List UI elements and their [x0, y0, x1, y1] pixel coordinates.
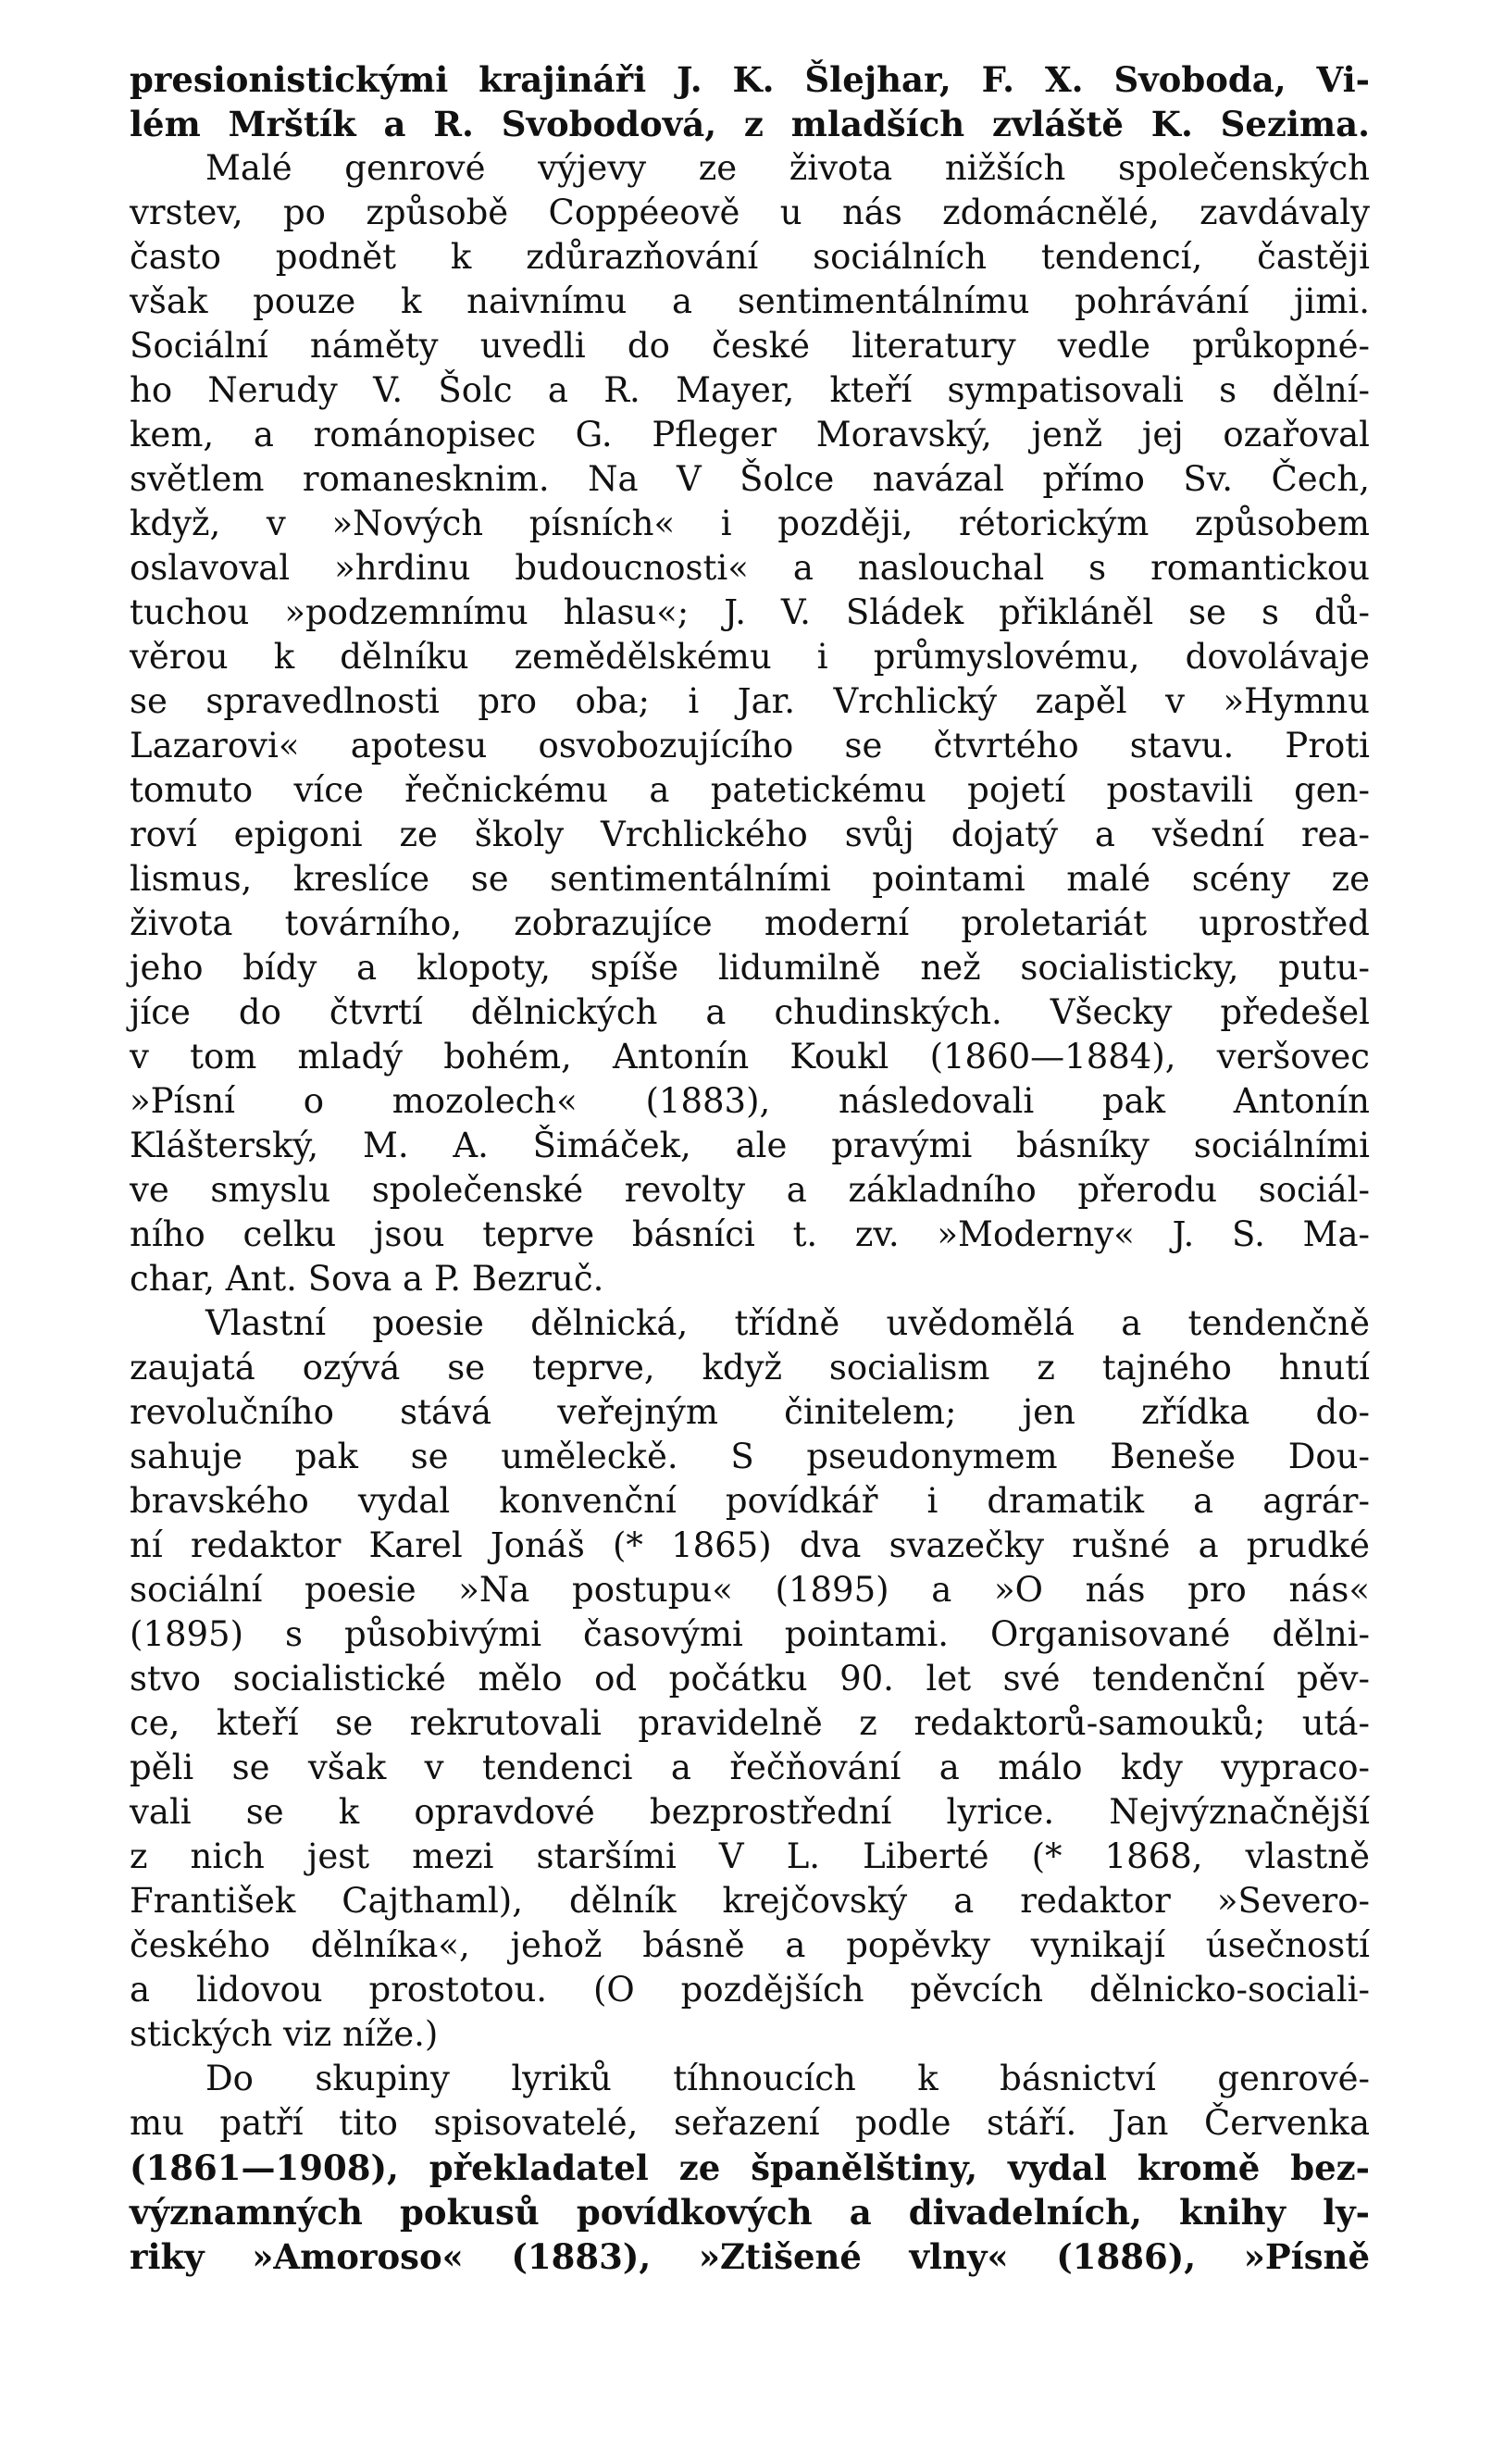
text-line: ve smyslu společenské revolty a základního přerodu sociál-	[130, 1170, 1370, 1210]
text-line: jíce do čtvrtí dělnických a chudinských. Všecky předešel	[130, 992, 1370, 1032]
text-line: tomuto více řečnickému a patetickému pojetí postavili gen-	[130, 770, 1370, 810]
text-line: často podnět k zdůrazňování sociálních tendencí, častěji	[130, 237, 1370, 277]
text-line: lém Mrštík a R. Svobodová, z mladších zvláště K. Sezima.	[130, 104, 1370, 144]
document-page	[130, 61, 1370, 2431]
text-line: kem, a románopisec G. Pfleger Moravský, jenž jej ozařoval	[130, 415, 1370, 454]
text-line: Klášterský, M. A. Šimáček, ale pravými básníky sociálními	[130, 1126, 1370, 1165]
text-line: a lidovou prostotou. (O pozdějších pěvcích dělnicko-sociali-	[130, 1970, 1370, 2010]
text-line: v tom mladý bohém, Antonín Koukl (1860—1884), veršovec	[130, 1037, 1370, 1076]
text-line: z nich jest mezi staršími V L. Liberté (* 1868, vlastně	[130, 1836, 1370, 1876]
text-line: sociální poesie »Na postupu« (1895) a »O nás pro nás«	[130, 1570, 1370, 1610]
text-line: ce, kteří se rekrutovali pravidelně z redaktorů-samouků; utá-	[130, 1703, 1370, 1743]
text-line: »Písní o mozolech« (1883), následovali pak Antonín	[130, 1081, 1370, 1121]
text-line: věrou k dělníku zemědělskému i průmyslovému, dovolávaje	[130, 637, 1370, 677]
text-line: zaujatá ozývá se teprve, když socialism z tajného hnutí	[130, 1348, 1370, 1388]
text-line: sahuje pak se uměleckě. S pseudonymem Beneše Dou-	[130, 1437, 1370, 1476]
text-line: českého dělníka«, jehož básně a popěvky vynikají úsečností	[130, 1925, 1370, 1965]
text-line: roví epigoni ze školy Vrchlického svůj dojatý a všední rea-	[130, 815, 1370, 854]
text-line: František Cajthaml), dělník krejčovský a redaktor »Severo-	[130, 1881, 1370, 1921]
text-line: Lazarovi« apotesu osvobozujícího se čtvrtého stavu. Proti	[130, 726, 1370, 765]
text-line: když, v »Nových písních« i později, rétorickým způsobem	[130, 504, 1370, 543]
text-line: ního celku jsou teprve básníci t. zv. »Moderny« J. S. Ma-	[130, 1214, 1370, 1254]
text-line: vali se k opravdové bezprostřední lyrice. Nejvýznačnější	[130, 1792, 1370, 1832]
text-line: života továrního, zobrazujíce moderní proletariát uprostřed	[130, 903, 1370, 943]
text-line: se spravedlnosti pro oba; i Jar. Vrchlický zapěl v »Hymnu	[130, 681, 1370, 721]
text-line: pěli se však v tendenci a řečňování a málo kdy vypraco-	[130, 1748, 1370, 1787]
text-line: tuchou »podzemnímu hlasu«; J. V. Sládek přikláněl se s dů-	[130, 592, 1370, 632]
text-line: Vlastní poesie dělnická, třídně uvědomělá a tendenčně	[205, 1303, 1370, 1343]
text-line: oslavoval »hrdinu budoucnosti« a naslouchal s romantickou	[130, 548, 1370, 588]
text-line: světlem romanesknim. Na V Šolce navázal přímo Sv. Čech,	[130, 459, 1370, 499]
text-line: stických viz níže.)	[130, 2014, 439, 2054]
text-line: významných pokusů povídkových a divadelních, knihy ly-	[130, 2192, 1370, 2233]
text-line: mu patří tito spisovatelé, seřazení podle stáří. Jan Červenka	[130, 2103, 1370, 2143]
text-line: Sociální náměty uvedli do české literatury vedle průkopné-	[130, 326, 1370, 366]
text-line: char, Ant. Sova a P. Bezruč.	[130, 1259, 604, 1299]
text-line: bravského vydal konvenční povídkář i dramatik a agrár-	[130, 1481, 1370, 1521]
text-line: riky »Amoroso« (1883), »Ztišené vlny« (1886), »Písně	[130, 2236, 1370, 2277]
text-line: Malé genrové výjevy ze života nižších společenských	[205, 148, 1370, 188]
text-line: však pouze k naivnímu a sentimentálnímu pohrávání jimi.	[130, 281, 1370, 321]
text-line: revolučního stává veřejným činitelem; jen zřídka do-	[130, 1392, 1370, 1432]
text-line: (1895) s působivými časovými pointami. Organisované dělni-	[130, 1614, 1370, 1654]
text-line: vrstev, po způsobě Coppéeově u nás zdomácnělé, zavdávaly	[130, 193, 1370, 232]
text-line: ho Nerudy V. Šolc a R. Mayer, kteří sympatisovali s dělní-	[130, 370, 1370, 410]
text-line: lismus, kreslíce se sentimentálními pointami malé scény ze	[130, 859, 1370, 899]
text-line: jeho bídy a klopoty, spíše lidumilně než socialisticky, putu-	[130, 948, 1370, 988]
text-line: Do skupiny lyriků tíhnoucích k básnictví genrové-	[205, 2059, 1370, 2098]
text-line: (1861—1908), překladatel ze španělštiny, vydal kromě bez-	[130, 2147, 1370, 2188]
text-line: presionistickými krajináři J. K. Šlejhar, F. X. Svoboda, Vi-	[130, 59, 1370, 100]
text-line: ní redaktor Karel Jonáš (* 1865) dva svazečky rušné a prudké	[130, 1525, 1370, 1565]
text-line: stvo socialistické mělo od počátku 90. let své tendenční pěv-	[130, 1659, 1370, 1699]
